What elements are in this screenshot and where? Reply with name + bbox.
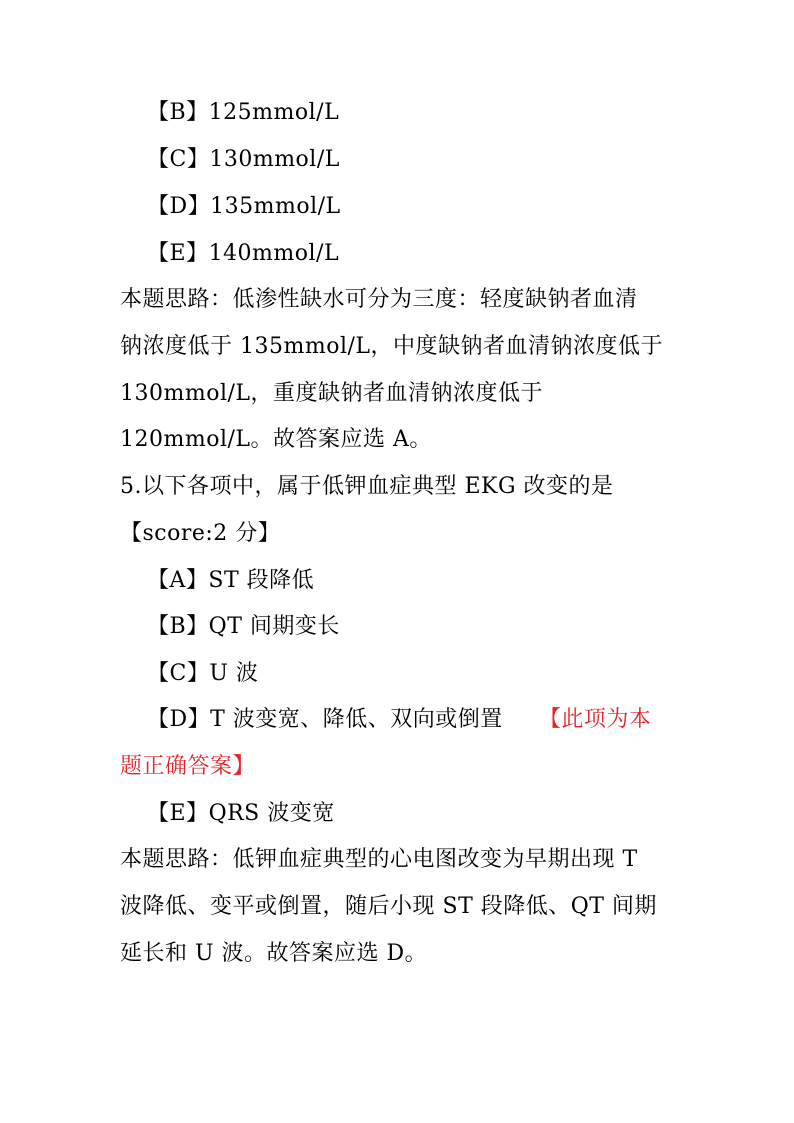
option-label: 【B】 [147, 614, 209, 639]
option-text: QRS 波变宽 [208, 801, 335, 826]
option-e [147, 239, 339, 269]
option-label: 【E】 [147, 241, 209, 266]
option-label: 【C】 [147, 147, 210, 172]
option-text: T 波变宽、降低、双向或倒置 [210, 707, 503, 732]
explanation-line: 钠浓度低于 135mmol/L，中度缺钠者血清钠浓度低于 [120, 334, 664, 359]
explanation-line: 本题思路：低渗性缺水可分为三度：轻度缺钠者血清 [120, 287, 638, 312]
option-label: 【C】 [147, 661, 210, 686]
option-label: 【B】 [147, 100, 209, 125]
explanation-line: 120mmol/L。故答案应选 A。 [120, 427, 432, 452]
option-c [147, 145, 340, 175]
explanation-line: 本题思路：低钾血症典型的心电图改变为早期出现 T [120, 847, 638, 872]
option-text: 140mmol/L [208, 241, 340, 266]
option-d [147, 705, 651, 735]
explanation-line: 延长和 U 波。故答案应选 D。 [120, 941, 428, 966]
option-b [147, 98, 339, 128]
correct-answer-mark: 【此项为本 [538, 707, 652, 732]
option-b [147, 612, 340, 642]
option-text: 135mmol/L [210, 194, 341, 219]
option-label: 【E】 [147, 801, 209, 826]
option-label: 【D】 [147, 194, 211, 219]
explanation-line: 130mmol/L，重度缺钠者血清钠浓度低于 [120, 381, 544, 406]
option-a [147, 566, 314, 596]
option-text: 130mmol/L [209, 147, 340, 172]
option-label: 【D】 [147, 707, 211, 732]
option-label: 【A】 [147, 568, 209, 593]
option-text: U 波 [209, 661, 259, 686]
option-c [147, 659, 258, 689]
option-e [147, 799, 335, 829]
option-text: ST 段降低 [208, 568, 315, 593]
option-d [147, 192, 341, 222]
correct-answer-mark-continued: 题正确答案】 [120, 754, 256, 779]
question-score: 【score:2 分】 [120, 521, 281, 546]
option-text: QT 间期变长 [208, 614, 340, 639]
option-text: 125mmol/L [208, 100, 340, 125]
explanation-line: 波降低、变平或倒置，随后小现 ST 段降低、QT 间期 [120, 894, 657, 919]
question-stem: 5.以下各项中，属于低钾血症典型 EKG 改变的是 [120, 474, 614, 499]
